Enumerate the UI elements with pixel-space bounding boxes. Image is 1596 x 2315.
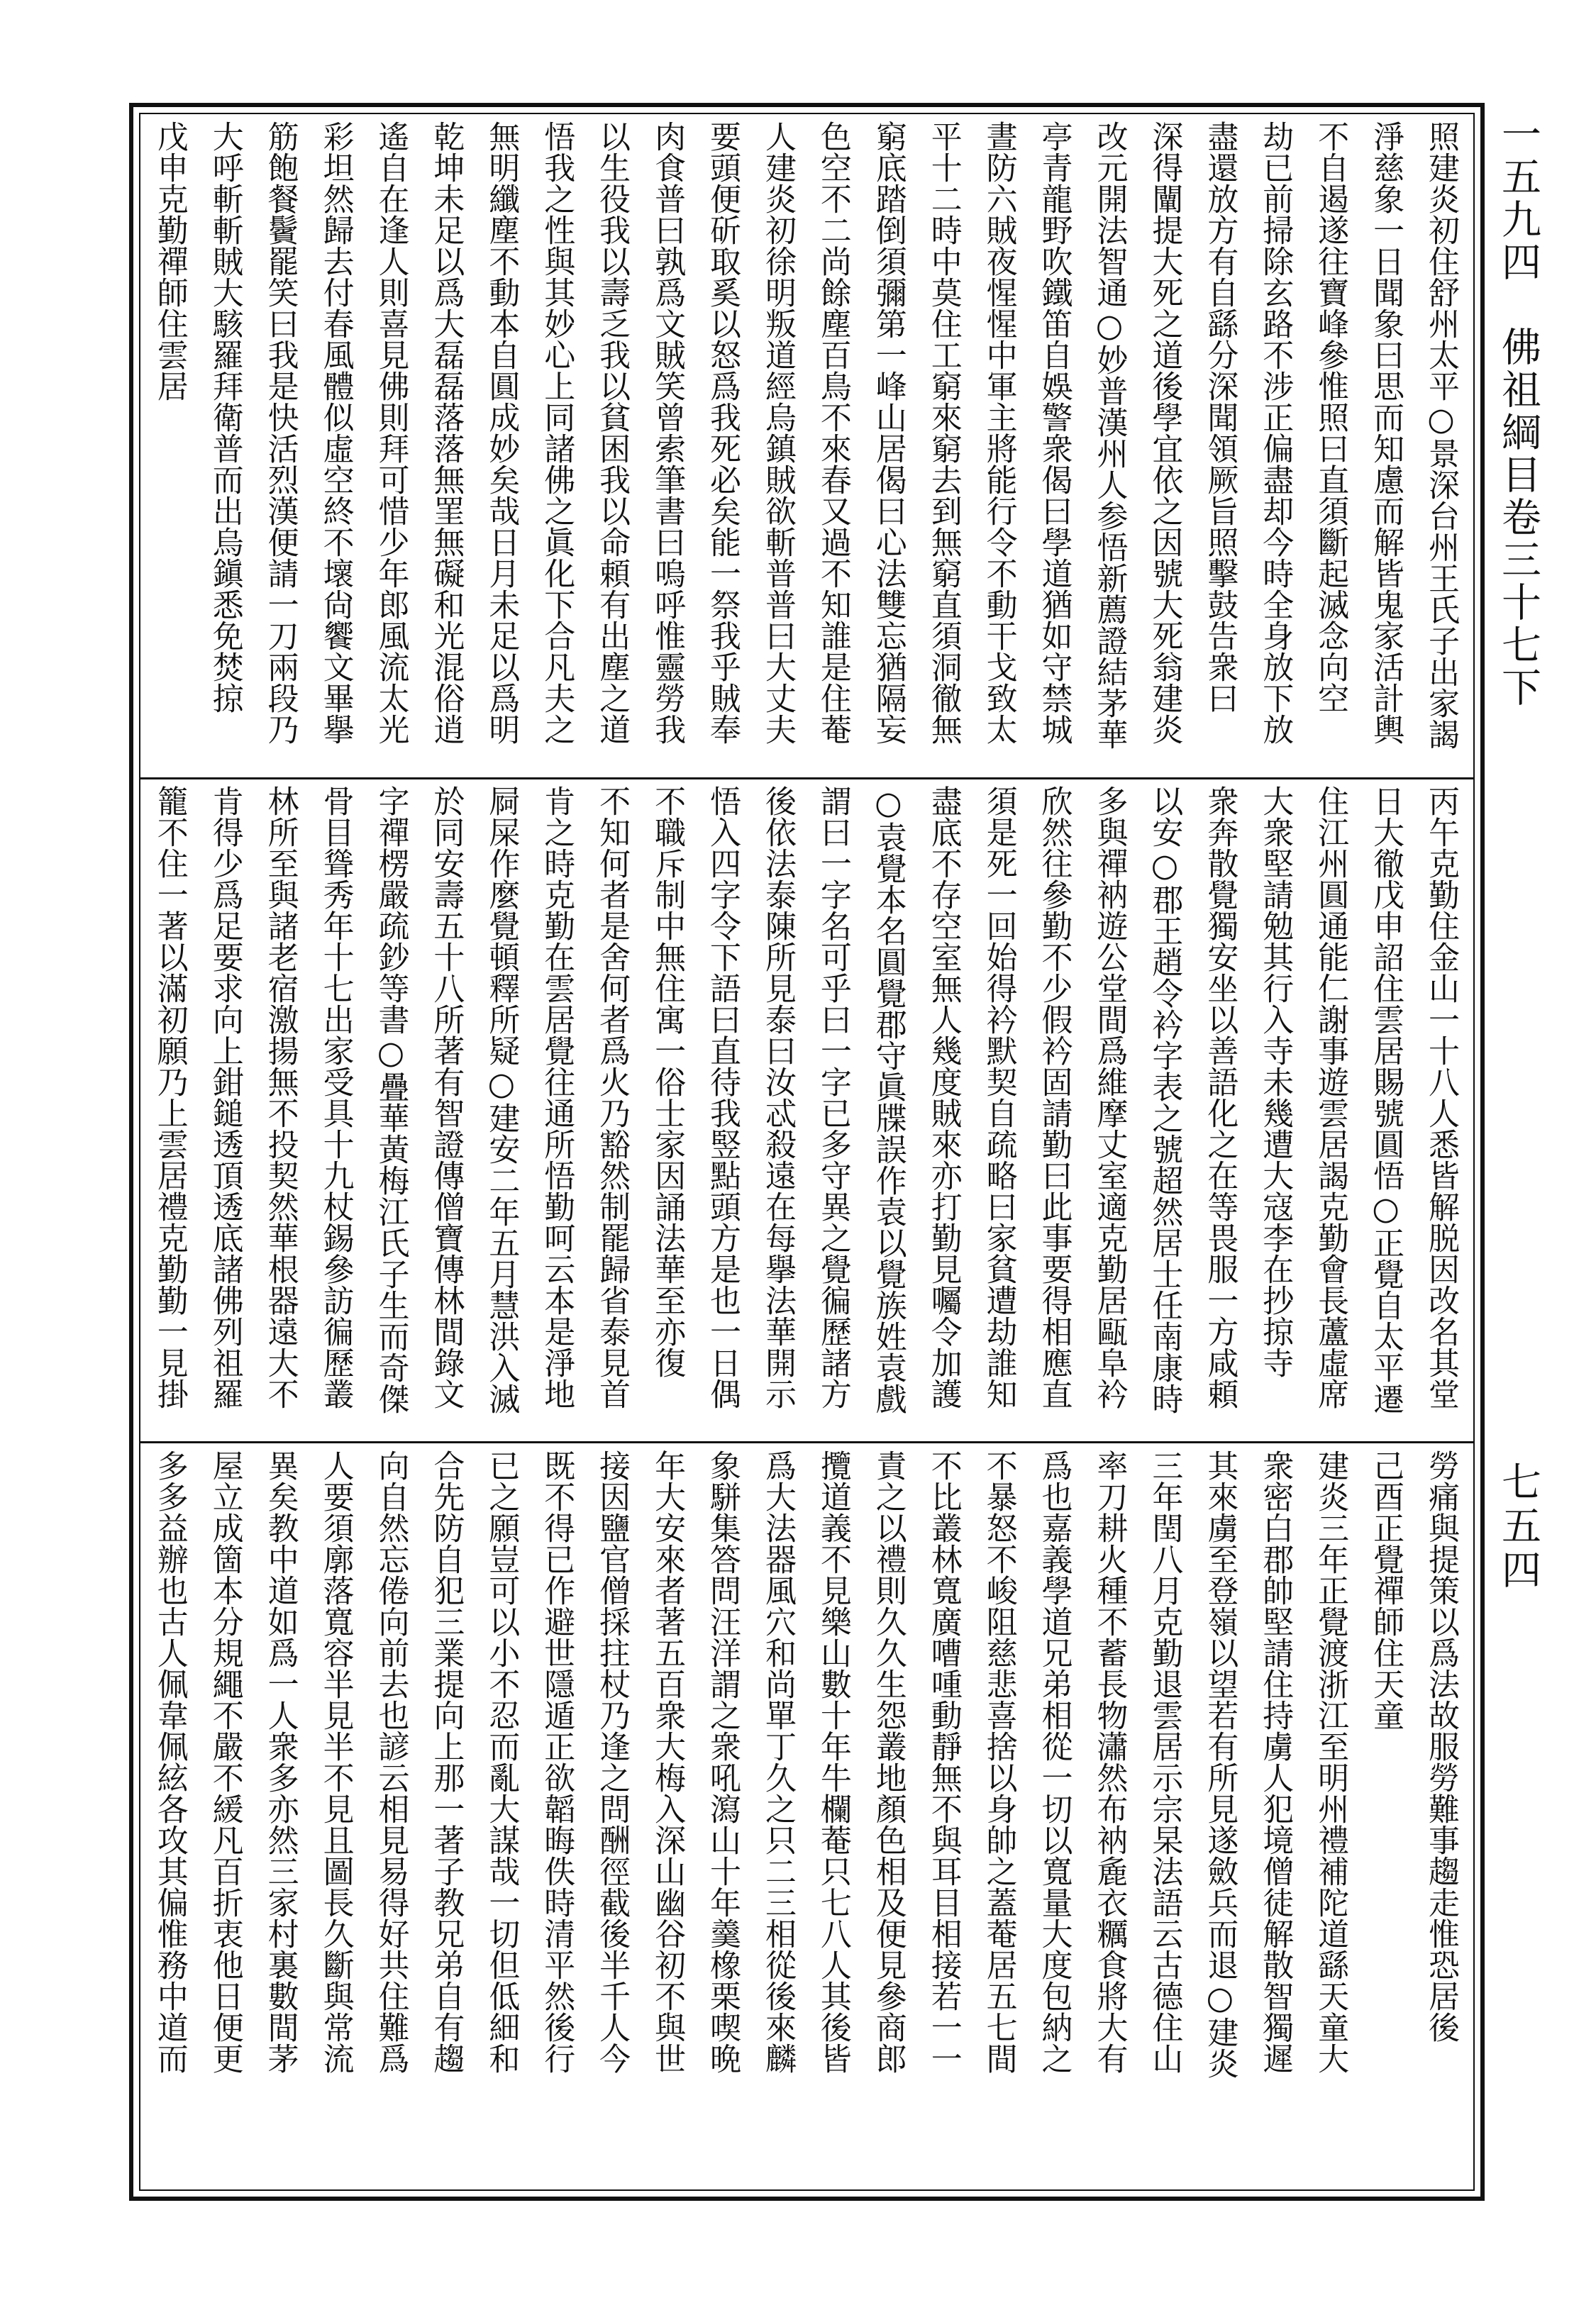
text-column: 要頭便斫取奚以怒爲我死必矣能一祭我乎賊奉 [704, 121, 741, 745]
text-column: 遙自在逢人則喜見佛則拜可惜少年郎風流太光 [372, 121, 409, 745]
text-column: 須是死一回始得衿默契自疏略曰家貧遭劫誰知 [980, 785, 1017, 1409]
section-divider-2 [139, 1441, 1475, 1443]
text-column: 肯之時克勤在雲居覺往通所悟勤呵云本是淨地 [538, 785, 575, 1409]
text-column: 爲大法器風穴和尚單丁久之只二三相從後來麟 [759, 1450, 796, 2074]
text-column: 三年閏八月克勤退雲居示宗杲法語云古德住山 [1146, 1450, 1183, 2074]
text-column: 攬道義不見樂山數十年牛欄菴只七八人其後皆 [814, 1450, 851, 2074]
text-column: 改元開法智通○妙普漢州人参悟新薦證結茅華 [1091, 121, 1128, 750]
text-column: 異矣教中道如爲一人衆多亦然三家村裏數間茅 [262, 1450, 299, 2074]
text-column: 住江州圓通能仁謝事遊雲居謁克勤會長蘆虛席 [1312, 785, 1349, 1409]
text-column: 盡底不存空室無人幾度賊來亦打勤見囑令加護 [925, 785, 962, 1409]
text-column: 大呼斬斬賊大駭羅拜衛普而出烏鎭悉免焚掠 [206, 121, 243, 714]
text-column: 率刀耕火種不蓄長物瀟然布衲麁衣糲食將大有 [1091, 1450, 1128, 2074]
text-section-top [142, 121, 1468, 766]
text-column: 於同安壽五十八所著有智證傳僧寶傳林間錄文 [428, 785, 465, 1409]
text-column: 衆奔散覺獨安坐以善語化之在等畏服一方咸頼 [1202, 785, 1238, 1409]
text-column: 籠不住一著以滿初願乃上雲居禮克勤勤一見掛 [151, 785, 188, 1409]
text-column: 乾坤未足以爲大磊磊落落無罣無礙和光混俗逍 [428, 121, 465, 745]
text-column: 不自遏遂往寶峰參惟照曰直須斷起滅念向空 [1312, 121, 1349, 714]
text-column: 以安○郡王趙令衿字表之號超然居士任南康時 [1146, 785, 1183, 1414]
text-column: 謂曰一字名可乎曰一字已多守異之覺徧歷諸方 [814, 785, 851, 1409]
text-column: 盡還放方有自繇分深聞領厥旨照擊鼓告衆曰 [1202, 121, 1238, 714]
text-column: 淨慈象一日聞象曰思而知慮而解皆鬼家活計輿 [1368, 121, 1404, 745]
text-column: 晝防六賊夜惺惺中軍主將能行令不動干戈致太 [980, 121, 1017, 745]
text-column: 劫已前掃除玄路不涉正偏盡却今時全身放下放 [1257, 121, 1294, 745]
section-divider-1 [139, 777, 1475, 779]
text-column: 丙午克勤住金山一十八人悉皆解脱因改名其堂 [1423, 785, 1459, 1409]
text-column: 筋飽餐鬢罷笑曰我是快活烈漢便請一刀兩段乃 [262, 121, 299, 745]
text-column: 建炎三年正覺渡浙江至明州禮補陀道繇天童大 [1312, 1450, 1349, 2074]
text-column: 人建炎初徐明叛道經烏鎮賊欲斬普普曰大丈夫 [759, 121, 796, 745]
folio-number: 七五四 [1495, 1461, 1541, 1593]
text-column: 象駢集答問汪洋謂之衆吼瀉山十年羹橡栗喫晩 [704, 1450, 741, 2074]
text-column: 衆密白郡帥堅請住持虜人犯境僧徒解散智獨遲 [1257, 1450, 1294, 2074]
text-column: 接因鹽官僧採拄杖乃逢之問酬徑截後半千人今 [594, 1450, 631, 2074]
text-column: 屋立成箇本分規繩不嚴不緩凡百折衷他日便更 [206, 1450, 243, 2074]
text-column: 無明纖塵不動本自圓成妙矣哉日月未足以爲明 [483, 121, 520, 745]
text-column: 大衆堅請勉其行入寺未幾遭大寇李在抄掠寺 [1257, 785, 1294, 1378]
text-column: 向自然忘倦向前去也諺云相見易得好共住難爲 [372, 1450, 409, 2074]
text-column: 後依法泰陳所見泰曰汝忒殺遠在每擧法華開示 [759, 785, 796, 1409]
text-column: 既不得已作避世隱遁正欲韜晦佚時清平然後行 [538, 1450, 575, 2074]
text-column: 勞痛與提策以爲法故服勞難事趨走惟恐居後 [1423, 1450, 1459, 2043]
text-column: 彩坦然歸去付春風體似虛空終不壞尙饗文畢擧 [317, 121, 354, 745]
text-column: 多多益辦也古人佩韋佩絃各攻其偏惟務中道而 [151, 1450, 188, 2074]
text-column: 平十二時中莫住工窮來窮去到無窮直須洞徹無 [925, 121, 962, 745]
text-column: 欣然往參勤不少假衿固請勤曰此事要得相應直 [1036, 785, 1073, 1409]
text-column: 責之以禮則久久生怨叢地顏色相及便見參商郎 [870, 1450, 907, 2074]
text-column: 戊申克勤禪師住雲居 [151, 121, 188, 401]
text-column: 悟我之性與其妙心上同諸佛之眞化下合凡夫之 [538, 121, 575, 745]
running-title: 一五九四 佛祖綱目卷三十七下 [1495, 113, 1541, 709]
text-column: 多與禪衲遊公堂間爲維摩丈室適克勤居甌阜衿 [1091, 785, 1128, 1409]
text-column: 爲也嘉義學道兄弟相從一切以寬量大度包納之 [1036, 1450, 1073, 2074]
text-column: 年大安來者著五百衆大梅入深山幽谷初不與世 [649, 1450, 686, 2074]
text-column: 己酉正覺禪師住天童 [1368, 1450, 1404, 1731]
text-column: 肉食普曰孰爲文賊笑曾索筆書曰嗚呼惟靈勞我 [649, 121, 686, 745]
text-section-bottom [142, 1450, 1468, 2187]
text-column: 窮底踏倒須彌第一峰山居偈曰心法雙忘猶隔妄 [870, 121, 907, 745]
text-column: 色空不二尚餘塵百鳥不來春又過不知誰是住菴 [814, 121, 851, 745]
text-column: 不比叢林寬廣嘈喠動靜無不與耳目相接若一一 [925, 1450, 962, 2074]
text-column: 深得闡提大死之道後學宜依之因號大死翁建炎 [1146, 121, 1183, 745]
text-column: 其來虜至登嶺以望若有所見遂斂兵而退○建炎 [1202, 1450, 1238, 2079]
text-column: 日大徹戊申詔住雲居賜號圓悟○正覺自太平遷 [1368, 785, 1404, 1414]
text-column: 不職斥制中無住寓一俗士家因誦法華至亦復 [649, 785, 686, 1378]
text-column: 骨目聳秀年十七出家受具十九杖錫參訪徧歷叢 [317, 785, 354, 1409]
text-column: 照建炎初住舒州太平○景深台州王氏子出家謁 [1423, 121, 1459, 750]
text-column: 屙屎作麼覺頓釋所疑○建安二年五月慧洪入滅 [483, 785, 520, 1414]
text-column: 以生役我以壽乏我以貧困我以命頼有出塵之道 [594, 121, 631, 745]
text-column: 悟入四字令下語曰直待我竪點頭方是也一日偶 [704, 785, 741, 1409]
text-column: 不知何者是舍何者爲火乃豁然制罷歸省泰見首 [594, 785, 631, 1409]
text-column: 亭青龍野吹鐵笛自娛警衆偈曰學道猶如守禁城 [1036, 121, 1073, 745]
text-section-middle [142, 785, 1468, 1431]
text-column: 已之願豈可以小不忍而亂大謀哉一切但低細和 [483, 1450, 520, 2074]
text-column: 合先防自犯三業提向上那一著子教兄弟自有趨 [428, 1450, 465, 2074]
text-column: 字禪楞嚴疏鈔等書○疊華黃梅江氏子生而奇傑 [372, 785, 409, 1414]
text-column: 林所至與諸老宿激揚無不投契然華根器遠大不 [262, 785, 299, 1409]
text-column: ○袁覺本名圓覺郡守眞牒誤作袁以覺族姓袁戲 [870, 785, 907, 1414]
text-column: 不暴怒不峻阻慈悲喜捨以身帥之蓋菴居五七間 [980, 1450, 1017, 2074]
text-column: 肯得少爲足要求向上鉗鎚透頂透底諸佛列祖羅 [206, 785, 243, 1409]
text-column: 人要須廓落寬容半見半不見且圖長久斷與常流 [317, 1450, 354, 2074]
